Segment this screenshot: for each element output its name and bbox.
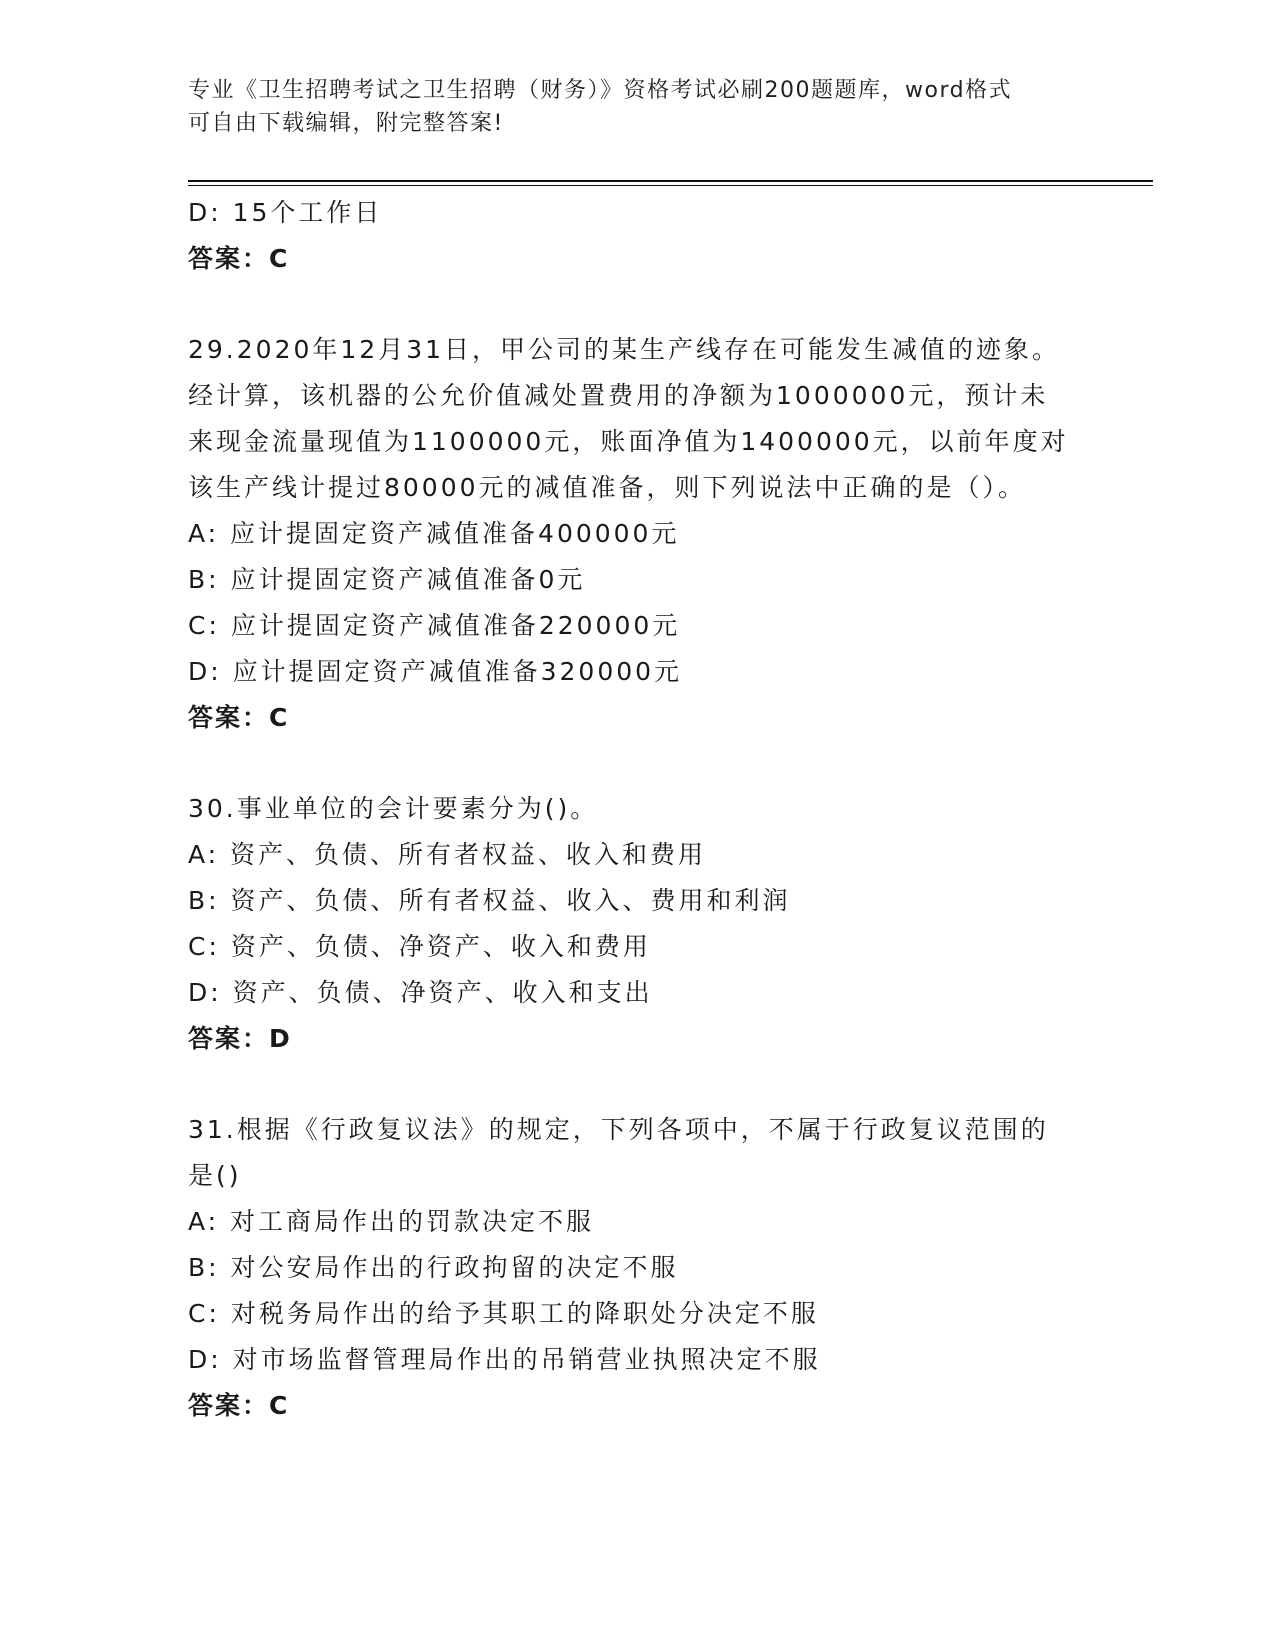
- document-body: [188, 190, 1088, 1429]
- stem-line: 该生产线计提过80000元的减值准备，则下列说法中正确的是（）。: [188, 473, 1027, 502]
- header-line-2: 可自由下载编辑，附完整答案!: [188, 111, 504, 136]
- document-header: [188, 74, 1088, 140]
- question-28-tail: [188, 190, 1088, 282]
- option-d: D: 资产、负债、净资产、收入和支出: [188, 978, 653, 1007]
- header-divider-thin: [188, 185, 1153, 186]
- answer: 答案：C: [188, 703, 290, 732]
- option-c: C: 资产、负债、净资产、收入和费用: [188, 932, 651, 961]
- question-stem: [188, 786, 1088, 832]
- answer: 答案：C: [188, 244, 290, 273]
- stem-line: 29.2020年12月31日，甲公司的某生产线存在可能发生减值的迹象。: [188, 335, 1061, 364]
- answer: 答案：D: [188, 1024, 292, 1053]
- option-b: B: 资产、负债、所有者权益、收入、费用和利润: [188, 886, 791, 915]
- answer: 答案：C: [188, 1391, 290, 1420]
- option-c: C: 对税务局作出的给予其职工的降职处分决定不服: [188, 1299, 819, 1328]
- option-d: D: 15个工作日: [188, 198, 383, 227]
- header-divider-thick: [188, 180, 1153, 182]
- stem-line: 31.根据《行政复议法》的规定，下列各项中，不属于行政复议范围的: [188, 1115, 1049, 1144]
- stem-line: 来现金流量现值为1100000元，账面净值为1400000元，以前年度对: [188, 427, 1069, 456]
- option-a: A: 对工商局作出的罚款决定不服: [188, 1207, 595, 1236]
- spacer: [188, 1062, 1088, 1107]
- option-b: B: 对公安局作出的行政拘留的决定不服: [188, 1253, 679, 1282]
- stem-line: 30.事业单位的会计要素分为()。: [188, 794, 599, 823]
- spacer: [188, 741, 1088, 786]
- spacer: [188, 282, 1088, 327]
- option-d: D: 应计提固定资产减值准备320000元: [188, 657, 683, 686]
- option-a: A: 应计提固定资产减值准备400000元: [188, 519, 680, 548]
- option-c: C: 应计提固定资产减值准备220000元: [188, 611, 681, 640]
- option-d: D: 对市场监督管理局作出的吊销营业执照决定不服: [188, 1345, 821, 1374]
- question-29: [188, 327, 1088, 741]
- header-line-1: 专业《卫生招聘考试之卫生招聘（财务）》资格考试必刷200题题库，word格式: [188, 78, 1013, 103]
- stem-line: 经计算，该机器的公允价值减处置费用的净额为1000000元，预计未: [188, 381, 1049, 410]
- stem-line: 是(): [188, 1161, 242, 1190]
- question-stem: [188, 1107, 1088, 1199]
- option-a: A: 资产、负债、所有者权益、收入和费用: [188, 840, 707, 869]
- question-stem: [188, 327, 1088, 511]
- question-30: [188, 786, 1088, 1062]
- option-b: B: 应计提固定资产减值准备0元: [188, 565, 586, 594]
- question-31: [188, 1107, 1088, 1429]
